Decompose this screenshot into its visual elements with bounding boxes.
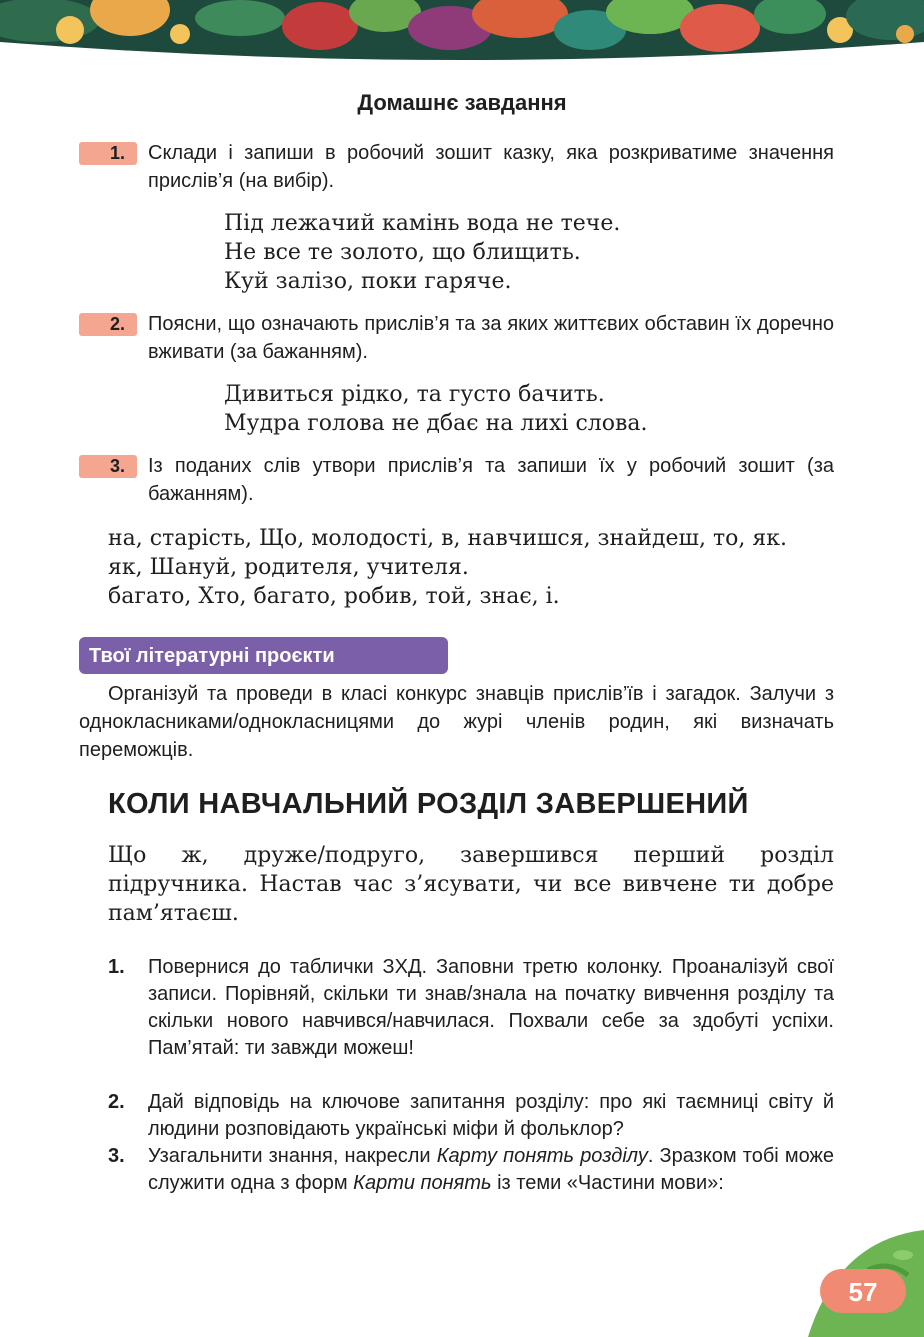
text-part: . Зразком тобі може служити одна з форм [148,1145,835,1194]
text-part: із теми «Частини мови»: [491,1172,724,1194]
projects-title: Твої літературні проєкти [79,637,448,674]
task-text: Поясни, що означають прислів’я та за яких життєвих обставин їх доречно вживати (за бажанням). [148,313,834,363]
proverb: Куй залізо, поки гаряче. [224,269,512,294]
word-line: на, старість, Що, молодості, в, навчишся, знайдеш, то, як. [108,526,788,551]
emphasis-text: Карти понять [353,1172,492,1194]
section-intro: Що ж, друже/подруго, завершився перший розділ підручника. Настав час з’ясувати, чи все вивчене ти добре пам’ятаєш. [108,843,834,926]
emphasis-text: Карту понять розділу [436,1145,648,1167]
proverb: Під лежачий камінь вода не тече. [224,211,621,236]
word-list [108,524,838,611]
list-item-number: 3. [108,1145,125,1167]
proverb: Дивиться рідко, та густо бачить. [224,382,605,407]
list-item-number: 1. [108,956,125,978]
proverb-list [224,209,620,296]
proverb-list [224,380,647,438]
list-item-text: Дай відповідь на ключове запитання розділу: про які таємниці світу й людини розповідають українські міфи й фольклор? [148,1091,834,1140]
projects-text: Організуй та проведи в класі конкурс знавців прислів’їв і загадок. Залучи з однокласниками/однокласницями до журі членів родин, які визначать переможців. [79,683,834,761]
task-number-badge: 1. [79,142,137,165]
task-number-badge: 2. [79,313,137,336]
page-number: 57 [820,1269,906,1313]
list-item-number: 2. [108,1091,125,1113]
decorative-foliage-header [0,0,924,62]
task-text: Із поданих слів утвори прислів’я та запиши їх у робочий зошит (за бажанням). [148,455,834,505]
list-item-text: Повернися до таблички ЗХД. Заповни третю колонку. Проаналізуй свої записи. Порівняй, скільки ти знав/знала на початку вивчення розділу та скільки нового навчився/навчилася. Похвали себе за здобуті успіхи. Пам’ятай: ти завжди можеш! [148,956,834,1059]
word-line: багато, Хто, багато, робив, той, знає, і. [108,584,560,609]
proverb: Мудра голова не дбає на лихі слова. [224,411,648,436]
word-line: як, Шануй, родителя, учителя. [108,555,469,580]
section-title: КОЛИ НАВЧАЛЬНИЙ РОЗДІЛ ЗАВЕРШЕНИЙ [108,788,749,820]
proverb: Не все те золото, що блищить. [224,240,581,265]
homework-title: Домашнє завдання [357,90,567,115]
text-part: Узагальнити знання, накресли [148,1145,437,1167]
task-number-badge: 3. [79,455,137,478]
list-item-text [148,1143,834,1197]
task-text: Склади і запиши в робочий зошит казку, яка розкриватиме значення прислів’я (на вибір). [148,142,834,192]
